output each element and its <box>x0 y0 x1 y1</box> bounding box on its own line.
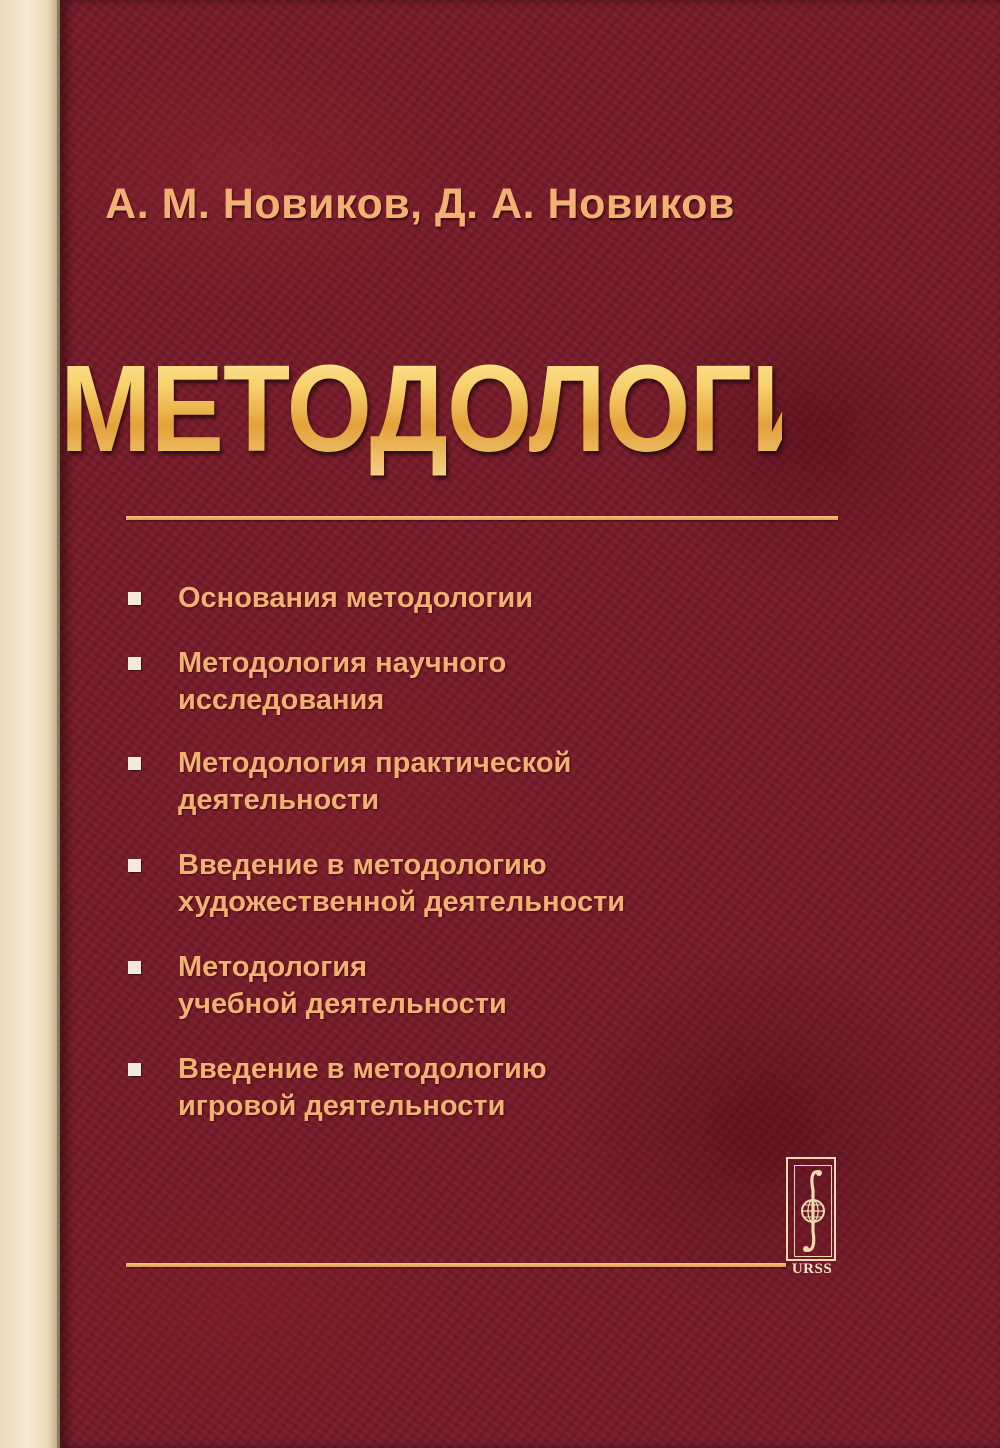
list-item <box>126 745 786 819</box>
publisher-name: URSS <box>791 1261 833 1277</box>
square-bullet-icon <box>128 859 141 872</box>
square-bullet-icon <box>128 657 141 670</box>
book-authors: А. М. Новиков, Д. А. Новиков <box>105 180 735 228</box>
topic-line: деятельности <box>178 784 380 816</box>
square-bullet-icon <box>128 592 141 605</box>
list-item <box>126 847 786 921</box>
integral-globe-logo-icon <box>795 1166 831 1256</box>
topic-line: Введение в методологию <box>178 1053 547 1085</box>
topic-line: игровой деятельности <box>178 1090 506 1122</box>
topic-line: Методология научного <box>178 647 507 679</box>
topics-list <box>126 580 786 1153</box>
list-item <box>126 645 786 719</box>
square-bullet-icon <box>128 1063 141 1076</box>
bottom-divider <box>126 1263 786 1267</box>
topic-line: исследования <box>178 684 385 716</box>
topic-line: Введение в методологию <box>178 849 547 881</box>
topic-line: учебной деятельности <box>178 988 507 1020</box>
topic-line: художественной деятельности <box>178 886 626 918</box>
list-item <box>126 580 786 617</box>
book-title: МЕТОДОЛОГИЯ <box>60 338 782 480</box>
list-item <box>126 1051 786 1125</box>
topic-line: Основания методологии <box>178 582 534 614</box>
square-bullet-icon <box>128 961 141 974</box>
logo-inner-frame <box>794 1165 832 1257</box>
topic-line: Методология <box>178 951 368 983</box>
list-item <box>126 949 786 1023</box>
publisher-logo <box>786 1157 838 1281</box>
topic-line: Методология практической <box>178 747 572 779</box>
square-bullet-icon <box>128 757 141 770</box>
top-divider <box>126 516 838 520</box>
logo-frame <box>786 1157 836 1261</box>
book-spine <box>0 0 60 1448</box>
